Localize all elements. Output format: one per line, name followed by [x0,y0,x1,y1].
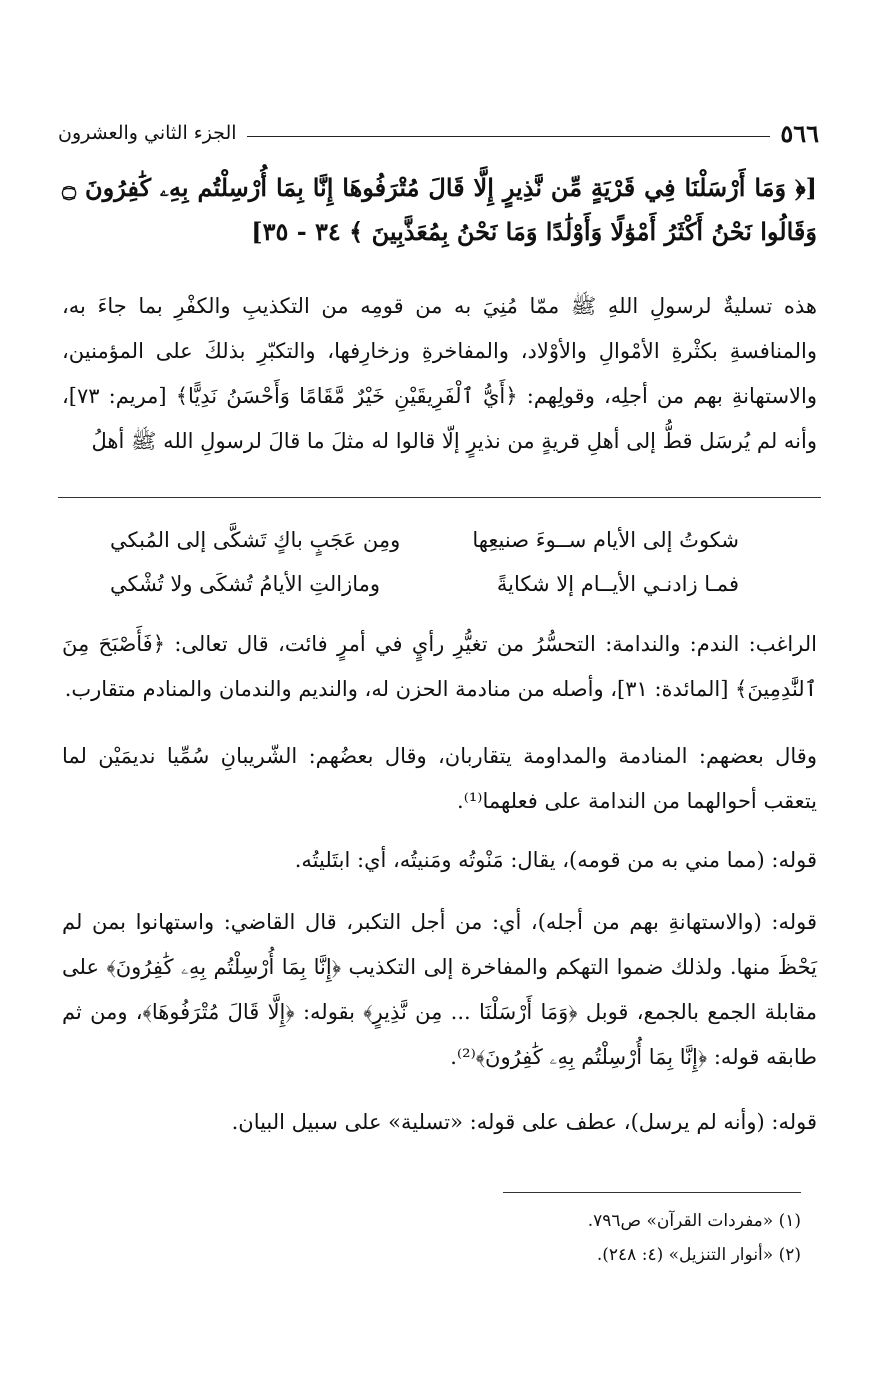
gloss-paragraph-raghib: الراغب: الندم: والندامة: التحسُّرُ من تغيُّرِ رأيٍ في أمرٍ فائت، قال تعالى: ﴿فَأَصْبَحَ مِنَ ٱلنَّٰدِمِينَ﴾ [المائدة: ٣١]، وأصله من منادمة الحزن له، والنديم والندمان والمنادم متقارب. [62,632,818,701]
page-number: ٥٦٦ [780,118,819,148]
commentary-paragraph-1: هذه تسليةٌ لرسولِ اللهِ ﷺ ممّا مُنِيَ به من قومِه من التكذيبِ والكفْرِ بما جاءَ به، والمنافسةِ بكثْرةِ الأمْوالِ والأوْلاد، والمفاخرةِ وزخارِفها، والتكبّرِ بذلكَ على المؤمنين، والاستهانةِ بهم من أجلِه، وقولِهم: ﴿أَيُّ ٱلْفَرِيقَيْنِ خَيْرٌ مَّقَامًا وَأَحْسَنُ نَدِيًّا﴾ [مريم: ٧٣]، وأنه لم يُرسَل قطُّ إلى أهلِ قريةٍ من نذيرٍ إلّا قالوا له مثلَ ما قالَ لرسولِ الله ﷺ أهلُ [62,294,817,453]
footnote-2: (٢) «أنوار التنزيل» (٤: ٢٤٨). [596,1245,801,1265]
quran-verse-block: [﴿ وَمَا أَرْسَلْنَا فِي قَرْيَةٍ مِّن نَّذِيرٍ إِلَّا قَالَ مُتْرَفُوهَا إِنَّا بِمَا أُرْسِلْتُم بِهِۦ كَٰفِرُونَ ۝ وَقَالُوا نَحْنُ أَكْثَرُ أَمْوَٰلًا وَأَوْلَٰدًا وَمَا نَحْنُ بِمُعَذَّبِينَ ﴾ ٣٤ - ٣٥] [62,173,817,246]
poem-verse-1 [110,518,739,562]
poem-hemistich-right: شكوتُ إلى الأيام ســوءَ صنيعِها [472,528,739,552]
poem-hemistich-right: فمـا زادنـي الأيــام إلا شكايةً [496,572,739,596]
poem-hemistich-left: ومازالتِ الأيامُ تُشكَى ولا تُشْكي [110,572,381,596]
header-rule [247,136,771,137]
gloss-paragraph-muniya: قوله: (مما مني به من قومه)، يقال: مَنْوتُه ومَنيتُه، أي: ابتَليتُه. [294,848,817,872]
poem-block [110,518,739,606]
footnote-1: (١) «مفردات القرآن» ص٧٩٦. [587,1211,801,1231]
running-title: الجزء الثاني والعشرون [58,122,237,144]
footnote-divider [503,1192,801,1193]
gloss-paragraph-istihana: قوله: (والاستهانةِ بهم من أجله)، أي: من أجل التكبر، قال القاضي: واستهانوا بمن لم يَحْظَ منها. ولذلك ضموا التهكم والمفاخرة إلى التكذيب ﴿إِنَّا بِمَا أُرْسِلْتُم بِهِۦ كَٰفِرُونَ﴾ على مقابلة الجمع بالجمع، قوبل ﴿وَمَا أَرْسَلْنَا ... مِن نَّذِيرٍ﴾ بقوله: ﴿إِلَّا قَالَ مُتْرَفُوهَا﴾، ومن ثم طابقه قوله: ﴿إِنَّا بِمَا أُرْسِلْتُم بِهِۦ كَٰفِرُونَ﴾⁽²⁾. [62,910,817,1069]
gloss-paragraph-irsal: قوله: (وأنه لم يرسل)، عطف على قوله: «تسلية» على سبيل البيان. [231,1110,817,1134]
section-divider [58,497,821,498]
poem-hemistich-left: ومِن عَجَبٍ باكٍ تَشكَّى إلى المُبكي [110,528,401,552]
running-header [58,118,819,148]
gloss-paragraph-nadama: وقال بعضهم: المنادمة والمداومة يتقاربان، وقال بعضُهم: الشّريبانِ سُمِّيا نديمَيْن لما يتعقب أحوالهما من الندامة على فعلهما⁽¹⁾. [62,744,817,813]
poem-verse-2 [110,562,739,606]
